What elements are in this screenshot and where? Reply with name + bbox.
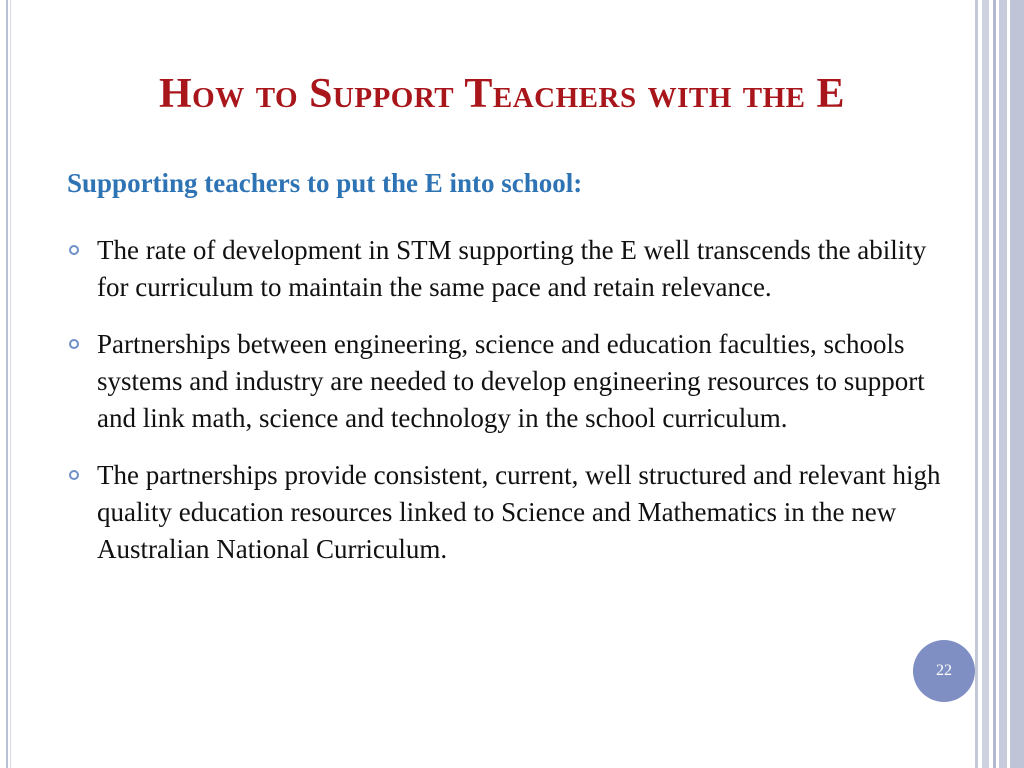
- bullet-list: [67, 232, 957, 588]
- ring-bullet-icon: [69, 470, 79, 480]
- bullet-item: [67, 232, 957, 306]
- bullet-text: The partnerships provide consistent, current, well structured and relevant high quality education resources linked to Science and Mathematics in the new Australian National Curriculum.: [97, 460, 941, 564]
- slide-subtitle: Supporting teachers to put the E into school:: [67, 168, 583, 198]
- ring-bullet-icon: [69, 339, 79, 349]
- bullet-text: Partnerships between engineering, science and education faculties, schools systems and industry are needed to develop engineering resources to support and link math, science and technology in the school curriculum.: [97, 329, 925, 433]
- slide-title: How to Support Teachers with the E: [158, 71, 846, 117]
- bullet-item: [67, 457, 957, 568]
- right-decorative-band: [1010, 0, 1024, 768]
- ring-bullet-icon: [69, 245, 79, 255]
- bullet-item: [67, 326, 957, 437]
- bullet-text: The rate of development in STM supporting the E well transcends the ability for curriculum to maintain the same pace and retain relevance.: [97, 235, 927, 302]
- page-number-badge: 22: [913, 640, 975, 702]
